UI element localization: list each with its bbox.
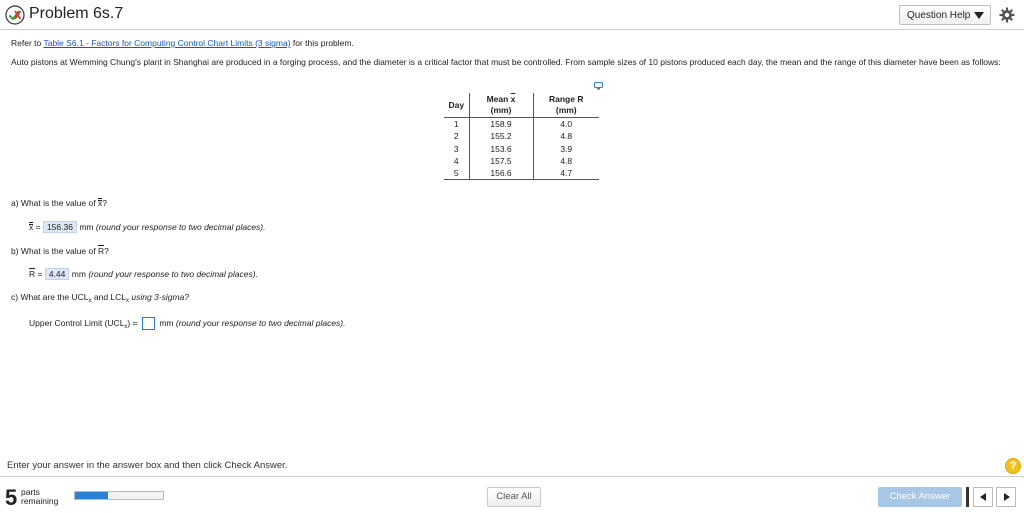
question-a-prompt: a) What is the value of x?	[11, 198, 107, 208]
parts-remaining-label	[21, 488, 58, 506]
ucl-input[interactable]	[142, 317, 155, 330]
arrow-left-icon	[980, 493, 986, 501]
col-range-line2: (mm)	[555, 105, 577, 115]
check-answer-button[interactable]: Check Answer	[878, 487, 962, 507]
data-table	[444, 93, 599, 180]
answer-b-box[interactable]: 4.44	[45, 268, 70, 280]
help-icon[interactable]: ?	[1005, 458, 1021, 474]
parts-remaining-count: 5	[5, 485, 18, 510]
r-bar-label: $\overline{R}$ =	[29, 269, 43, 279]
unit-a: mm	[79, 222, 94, 232]
ucl-label-post: ) =	[127, 317, 138, 328]
ucl-label-subscript: x	[124, 323, 128, 330]
col-range-header	[533, 93, 599, 118]
table-row	[444, 130, 599, 142]
lcl-subscript: x	[126, 298, 129, 304]
refer-prefix: Refer to	[11, 38, 42, 48]
question-c-post: using 3-sigma?	[131, 292, 190, 302]
problem-statement: Auto pistons at Wemming Chung's plant in Shanghai are produced in a forging process, and the diameter is a critical factor that must be controlled. From sample sizes of 10 pistons produced each day, the mean and the range of this diameter have been as follows:	[11, 57, 1001, 67]
question-a-answer-line	[29, 221, 266, 233]
cell-range: 4.0	[533, 118, 599, 131]
unit-c: mm	[159, 317, 174, 328]
question-c-prompt	[11, 292, 189, 304]
hint-c: (round your response to two decimal places).	[175, 317, 346, 328]
cell-mean: 156.6	[469, 167, 533, 180]
nav-separator	[966, 487, 969, 507]
parts-label-line2: remaining	[21, 496, 59, 506]
question-c-mid: and LCL	[93, 292, 126, 302]
question-b-answer-line	[29, 268, 258, 280]
table-row	[444, 155, 599, 167]
cell-mean: 155.2	[469, 130, 533, 142]
cell-mean: 158.9	[469, 118, 533, 131]
hint-b: (round your response to two decimal places).	[88, 269, 258, 279]
cell-day: 5	[444, 167, 469, 180]
cell-day: 1	[453, 119, 459, 129]
cell-mean: 157.5	[469, 155, 533, 167]
unit-b: mm	[71, 269, 86, 279]
problem-title: Problem 6s.7	[29, 5, 124, 22]
header-bar	[0, 0, 1024, 30]
col-day-header: Day	[444, 93, 469, 118]
table-row	[444, 167, 599, 180]
previous-question-button[interactable]	[973, 487, 993, 507]
table-s6-1-link[interactable]: Table S6.1 - Factors for Computing Control Chart Limits (3 sigma)	[43, 38, 291, 48]
answer-a-box[interactable]: 156.36	[43, 221, 77, 233]
ucl-answer-line	[29, 317, 346, 330]
refer-line	[11, 38, 354, 48]
col-mean-header	[469, 93, 533, 118]
cell-range: 4.8	[533, 130, 599, 142]
cell-range: 3.9	[533, 142, 599, 154]
col-mean-line1: Mean $\overline{x}$	[486, 94, 516, 104]
table-row	[444, 118, 599, 131]
cell-day: 2	[453, 131, 459, 142]
col-mean-line2: (mm)	[490, 105, 512, 115]
footer-divider	[0, 476, 1024, 477]
parts-label-line1: parts	[21, 487, 40, 497]
col-range-line1: Range R	[549, 94, 584, 104]
partial-credit-icon	[5, 5, 25, 25]
cell-mean: 153.6	[469, 142, 533, 154]
question-b-prompt: b) What is the value of $\overline{R}$?	[11, 246, 109, 256]
progress-bar	[74, 491, 164, 500]
gear-icon[interactable]	[999, 7, 1015, 23]
question-help-dropdown[interactable]	[899, 5, 991, 25]
cell-day: 4	[453, 155, 459, 166]
arrow-right-icon	[1004, 493, 1010, 501]
clear-all-button[interactable]: Clear All	[487, 487, 541, 507]
footer-instruction: Enter your answer in the answer box and then click Check Answer.	[7, 460, 288, 471]
data-table-wrap	[444, 93, 599, 180]
question-c-pre: c) What are the UCL	[11, 292, 89, 302]
ucl-subscript: x	[88, 298, 92, 304]
table-row	[444, 142, 599, 154]
copy-table-icon[interactable]	[594, 82, 603, 90]
ucl-label-pre: Upper Control Limit (UCL	[29, 317, 125, 328]
progress-fill	[75, 492, 108, 499]
next-question-button[interactable]	[996, 487, 1016, 507]
x-double-bar-label: x =	[29, 222, 41, 232]
question-help-label: Question Help	[907, 10, 971, 21]
refer-suffix: for this problem.	[292, 38, 354, 48]
caret-down-icon	[974, 12, 984, 19]
cell-range: 4.8	[533, 155, 599, 167]
hint-a: (round your response to two decimal places).	[95, 222, 266, 232]
cell-range: 4.7	[533, 167, 599, 180]
cell-day: 3	[453, 143, 459, 154]
